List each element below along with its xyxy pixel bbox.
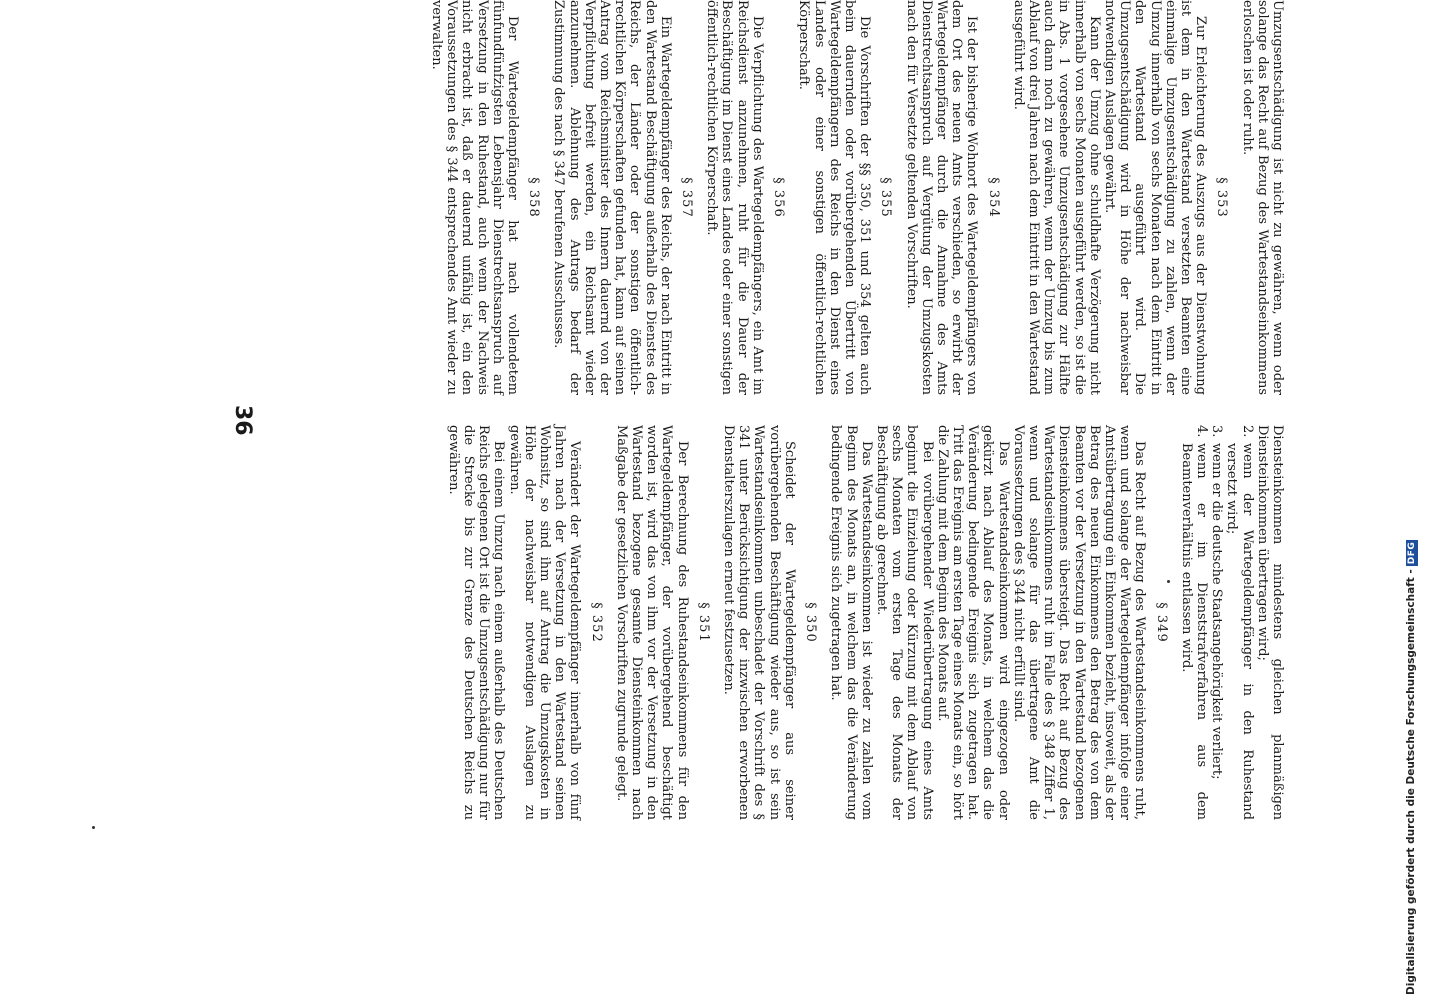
paragraph: Der Wartegeldempfänger hat nach vollendetem fünfundfünfzigsten Lebensjahr Dienstrechtsanspruch auf Versetzung in den Ruhestand, auch wenn der Nachweis nicht erbracht ist, daß er dauernd unfähig ist, ein den Voraussetzungen des § 344 entsprechendes Amt wieder zu verwalten. <box>429 0 521 395</box>
section-heading-353: § 353 <box>1214 177 1230 218</box>
section-heading-357: § 357 <box>679 177 695 218</box>
continuation-text: Umzugsentschädigung ist nicht zu gewähren, wenn oder solange das Recht auf Bezug des Wartestandseinkommens erloschen ist oder ruht. <box>1239 0 1285 395</box>
paragraph: Zur Erleichterung des Auszugs aus der Dienstwohnung ist dem in den Wartestand versetzten Beamten eine einmalige Umzugsentschädigung zu zahlen, wenn der Umzug innerhalb von sechs Monaten nach dem Eintritt in den Wartestand ausgeführt wird. Die Umzugsentschädigung wird in Höhe der nachweisbar notwendigen Auslagen gewährt. <box>1101 0 1209 395</box>
scan-speck <box>1167 580 1170 583</box>
paragraph: Bei vorübergehender Wiederübertragung eines Amts beginnt die Einziehung oder Kürzung mit dem Ablauf von sechs Monaten vom ersten Tage des Monats der Beschäftigung ab gerechnet. <box>873 425 935 820</box>
section-heading-350: § 350 <box>803 602 819 643</box>
paragraph: Verändert der Wartegeldempfänger innerhalb von fünf Jahren nach der Versetzung in den Wartestand seinen Wohnsitz, so sind ihm auf Antrag die Umzugskosten in Höhe der nachweisbar notwendigen Auslagen zu gewähren. <box>506 425 583 820</box>
paragraph: Das Recht auf Bezug des Wartestandseinkommens ruht, wenn und solange der Wartegeldempfänger infolge einer Amtsübertragung ein Einkommen bezieht, insoweit, als der Betrag des neuen Einkommens den Betrag des von dem Beamten vor der Versetzung in den Wartestand bezogenen Diensteinkommens übersteigt. Das Recht auf Bezug des Wartestandseinkommens ruht im Falle des § 348 Ziffer 1, wenn und solange für das übertragene Amt die Voraussetzungen des § 344 nicht erfüllt sind. <box>1010 425 1148 820</box>
section-heading-356: § 356 <box>771 177 787 218</box>
paragraph: Bei einem Umzug nach einem außerhalb des Deutschen Reichs gelegenen Ort ist die Umzugsentschädigung nur für die Strecke bis zur Grenze des Deutschen Reichs zu gewähren. <box>445 425 507 820</box>
section-heading-355: § 355 <box>878 177 894 218</box>
paragraph: Das Wartestandseinkommen wird eingezogen oder gekürzt nach Ablauf des Monats, in welchem das die Veränderung bedingende Ereignis sich zugetragen hat. Tritt das Ereignis am ersten Tage eines Monats ein, so hört die Zahlung mit dem Beginn des Monats auf. <box>934 425 1011 820</box>
paragraph: Die Verpflichtung des Wartegeldempfängers, ein Amt im Reichsdienst anzunehmen, ruht für die Dauer der Beschäftigung im Dienst eines Landes oder einer sonstigen öffentlich-rechtlichen Körperschaft. <box>704 0 765 395</box>
section-heading-358: § 358 <box>526 177 542 218</box>
page-number: 36 <box>230 405 255 436</box>
right-column <box>429 0 1285 395</box>
paragraph: Das Wartestandseinkommen ist wieder zu zahlen vom Beginn des Monats an, in welchem das die Veränderung bedingende Ereignis sich zugetragen hat. <box>828 425 874 820</box>
section-heading-349: § 349 <box>1153 602 1169 643</box>
list-item: 3.wenn er die deutsche Staatsangehörigkeit verliert; <box>1209 425 1225 780</box>
paragraph: Die Vorschriften der §§ 350, 351 und 354 gelten auch beim dauernden oder vorübergehenden Übertritt von Wartegeldempfängern des Reichs in den Dienst eines Landes oder einer sonstigen öffentlich-rechtlichen Körperschaft. <box>796 0 873 395</box>
document-page <box>65 0 1315 850</box>
paragraph: Ist der bisherige Wohnort des Wartegeldempfängers von dem Ort des neuen Amts verschieden, so erwirbt der Wartegeldempfänger durch die Annahme des Amts Dienstrechtsanspruch auf Vergütung der Umzugskosten nach den für Versetzte geltenden Vorschriften. <box>903 0 980 395</box>
paragraph: Der Berechnung des Ruhestandseinkommens für den Wartegeldempfänger, der vorübergehend beschäftigt worden ist, wird das von ihm vor der Versetzung in den Wartestand bezogene gesamte Diensteinkommen nach Maßgabe der gesetzlichen Vorschriften zugrunde gelegt. <box>613 425 690 820</box>
left-column <box>446 425 1285 820</box>
paragraph: Kann der Umzug ohne schuldhafte Verzögerung nicht innerhalb von sechs Monaten ausgeführt werden, so ist die in Abs. 1 vorgesehene Umzugsentschädigung zur Hälfte auch dann noch zu gewähren, wenn der Umzug bis zum Ablauf von drei Jahren nach dem Eintritt in den Wartestand ausgeführt wird. <box>1010 0 1102 395</box>
paragraph: Scheidet der Wartegeldempfänger aus seiner vorübergehenden Beschäftigung wieder aus, so ist sein Wartestandseinkommen unbeschadet der Vorschrift des § 341 unter Berücksichtigung der inzwischen erworbenen Dienstalterszulagen erneut festzusetzen. <box>721 425 797 820</box>
list-item: 2.wenn der Wartegeldempfänger in den Ruhestand versetzt wird; <box>1224 425 1255 820</box>
paragraph: Ein Wartegeldempfänger des Reichs, der nach Eintritt in den Wartestand Beschäftigung außerhalb des Dienstes des Reichs, der Länder oder der sonstigen öffentlich-rechtlichen Körperschaften gefunden hat, kann auf seinen Antrag vom Reichsminister des Innern dauernd von der Verpflichtung befreit werden, ein Reichsamt wieder anzunehmen. Ablehnung des Antrags bedarf der Zustimmung des nach § 347 berufenen Ausschusses. <box>551 0 673 395</box>
credit-text: Digitalisierung gefördert durch die Deutsche Forschungsgemeinschaft - <box>1405 569 1417 995</box>
scan-speck <box>92 826 95 829</box>
section-heading-352: § 352 <box>588 602 604 643</box>
digitization-credit <box>1405 540 1418 995</box>
section-heading-351: § 351 <box>695 602 711 643</box>
continuation-text: Diensteinkommen mindestens gleichen planmäßigen Diensteinkommen übertragen wird; <box>1254 425 1285 820</box>
list-item: 4.wenn er im Dienststrafverfahren aus dem Beamtenverhältnis entlassen wird. <box>1178 425 1209 820</box>
dfg-logo: DFG <box>1407 541 1417 565</box>
section-heading-354: § 354 <box>985 177 1001 218</box>
